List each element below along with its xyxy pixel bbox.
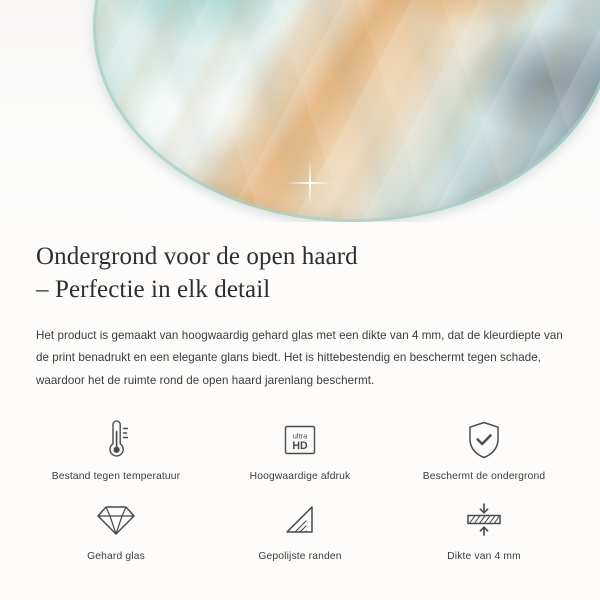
feature-label: Beschermt de ondergrond [422, 471, 546, 483]
svg-text:HD: HD [292, 440, 308, 453]
feature-item-polished-edges [208, 498, 392, 562]
polished-edges-icon [281, 498, 319, 542]
feature-label: Bestand tegen temperatuur [51, 471, 181, 483]
feature-item-thickness [392, 498, 576, 562]
feature-item-surface-protection [392, 418, 576, 482]
ultra-hd-icon [280, 418, 320, 462]
feature-item-print-quality [208, 418, 392, 482]
shield-check-icon [465, 418, 503, 462]
feature-label: Gepolijste randen [258, 551, 342, 563]
feature-label: Hoogwaardige afdruk [249, 471, 351, 483]
headline-line-1: Ondergrond voor de open haard [36, 243, 358, 270]
thickness-4mm-icon [462, 498, 506, 542]
hero-product-image [0, 0, 600, 222]
feature-label: Dikte van 4 mm [447, 551, 521, 563]
svg-text:ultra: ultra [292, 431, 308, 441]
feature-label: Gehard glas [87, 551, 145, 563]
headline-line-2: – Perfectie in elk detail [36, 276, 271, 304]
feature-item-tempered-glass [24, 498, 208, 562]
diamond-icon [95, 498, 137, 542]
feature-item-temperature [24, 418, 208, 482]
body-paragraph: Het product is gemaakt van hoogwaardig gehard glas met een dikte van 4 mm, dat de kleurdiepte van de print benadrukt en een elegante glans biedt. Het is hittebestendig en beschermt tegen schade, waardoor het de ruimte rond de open haard jarenlang beschermt. [36, 328, 563, 387]
feature-grid [0, 418, 600, 562]
article-content [0, 222, 600, 392]
thermometer-icon [99, 418, 133, 462]
page-title [36, 240, 564, 307]
